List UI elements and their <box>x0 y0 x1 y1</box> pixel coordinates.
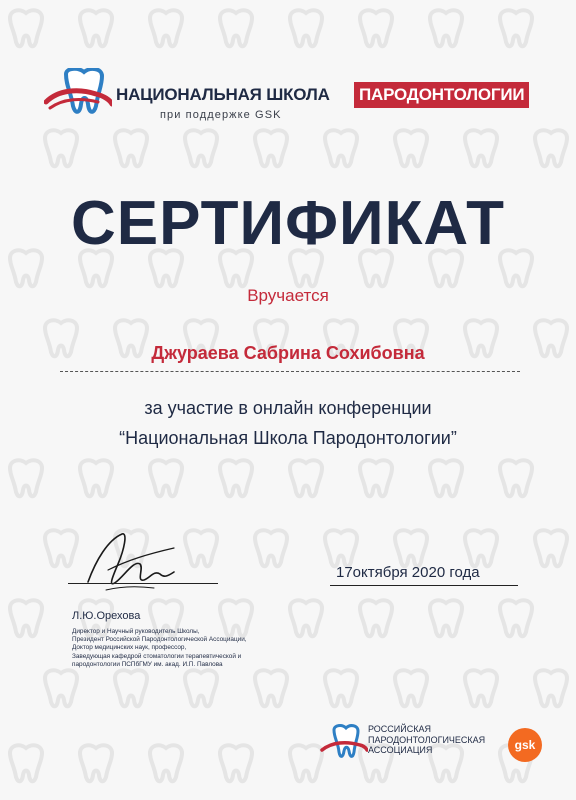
certificate-title: СЕРТИФИКАТ <box>71 189 505 258</box>
awarded-label: Вручается <box>247 286 329 305</box>
signer-name: Л.Ю.Орехова <box>72 610 141 622</box>
signer-title-line: Директор и Научный руководитель Школы, <box>72 628 200 635</box>
date-line <box>330 585 518 586</box>
signer-title-line: Президент Российской Пародонтологической Ассоциации, <box>72 636 247 644</box>
signer-title-line: Доктор медицинских наук, профессор, <box>72 644 187 652</box>
signature <box>78 530 188 600</box>
gsk-logo: gsk <box>508 728 542 762</box>
school-name: НАЦИОНАЛЬНАЯ ШКОЛА <box>116 85 330 104</box>
association-logo-icon <box>320 724 368 764</box>
recipient-name: Джураева Сабрина Сохибовна <box>151 343 425 363</box>
association-name-line: РОССИЙСКАЯ <box>368 724 431 734</box>
signer-title <box>72 628 312 669</box>
tooth-logo-icon <box>44 68 112 120</box>
association-name-line: АССОЦИАЦИЯ <box>368 745 433 755</box>
association-name-line: ПАРОДОНТОЛОГИЧЕСКАЯ <box>368 734 486 745</box>
participation-text: за участие в онлайн конференции <box>144 398 432 418</box>
association-name <box>368 724 485 756</box>
school-logo <box>44 68 544 126</box>
name-underline <box>60 371 520 372</box>
issue-date: 17октября 2020 года <box>336 564 480 581</box>
signer-title-line: пародонтологии ПСПбГМУ им. акад. И.П. Павлова <box>72 660 223 668</box>
conference-name: “Национальная Школа Пародонтологии” <box>119 428 457 448</box>
signature-line <box>68 583 218 584</box>
school-name-highlight: ПАРОДОНТОЛОГИИ <box>354 82 529 108</box>
school-subtitle: при поддержке GSK <box>160 109 282 121</box>
signer-title-line: Заведующая кафедрой стоматологии терапевтической и <box>72 652 242 660</box>
